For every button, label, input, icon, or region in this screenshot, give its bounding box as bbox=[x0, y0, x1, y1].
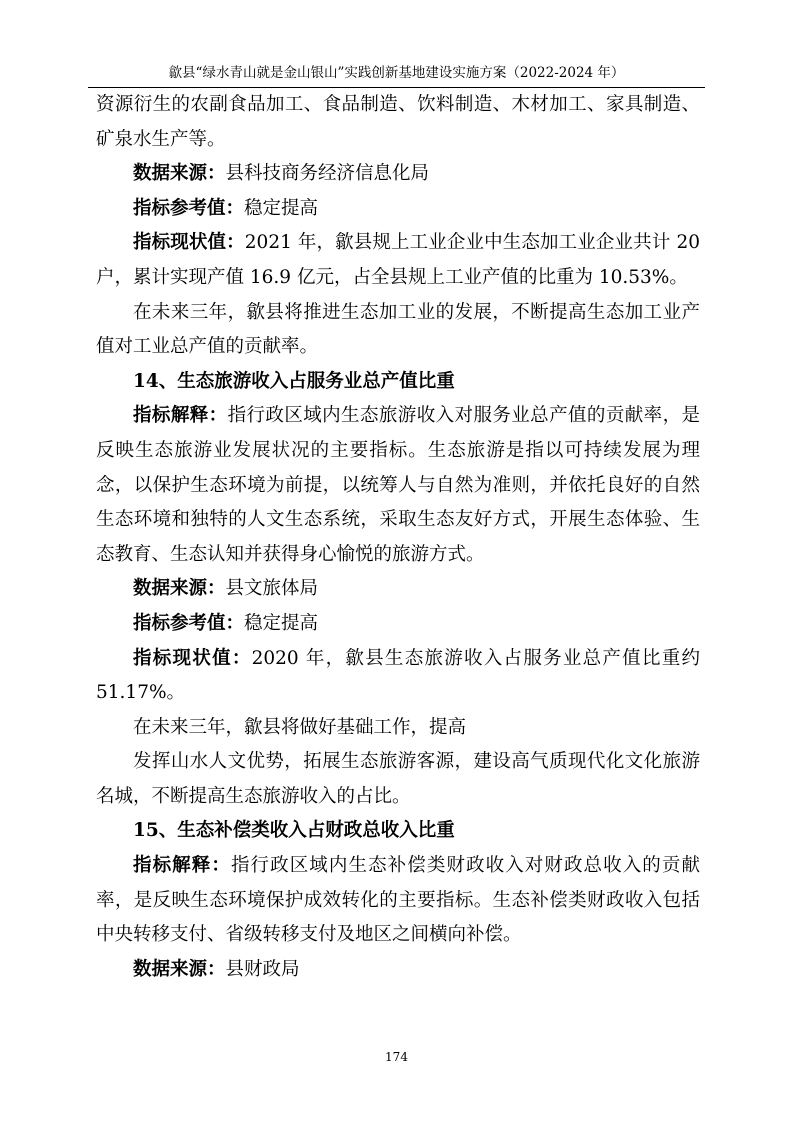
body-paragraph bbox=[96, 296, 700, 365]
paragraph-text: 指行政区域内生态补偿类财政收入对财政总收入的贡献率，是反映生态环境保护成效转化的主要指标。生态补偿类财政收入包括中央转移支付、省级转移支付及地区之间横向补偿。 bbox=[96, 855, 700, 946]
body-paragraph bbox=[96, 642, 700, 711]
paragraph-text: 2021 年，歙县规上工业企业中生态加工业企业共计 20 户，累计实现产值 16.9 亿元，占全县规上工业产值的比重为 10.53%。 bbox=[96, 232, 700, 288]
body-paragraph bbox=[96, 192, 700, 227]
paragraph-text: 在未来三年，歙县将做好基础工作，提高 bbox=[133, 716, 467, 738]
paragraph-text: 稳定提高 bbox=[244, 612, 319, 634]
body-paragraph bbox=[96, 88, 700, 157]
body-paragraph bbox=[96, 157, 700, 192]
paragraph-text: 县财政局 bbox=[225, 958, 300, 980]
running-header: 歙县“绿水青山就是金山银山”实践创新基地建设实施方案（2022-2024 年） bbox=[168, 65, 625, 81]
body-paragraph bbox=[96, 953, 700, 988]
section-heading: 14、生态旅游收入占服务业总产值比重 bbox=[133, 370, 455, 392]
body-paragraph bbox=[96, 226, 700, 295]
field-label: 指标解释： bbox=[133, 405, 228, 427]
paragraph-text: 稳定提高 bbox=[244, 197, 319, 219]
paragraph-text: 在未来三年，歙县将推进生态加工业的发展，不断提高生态加工业产值对工业总产值的贡献率。 bbox=[96, 301, 700, 358]
body-paragraph bbox=[96, 399, 700, 572]
body-paragraph bbox=[96, 607, 700, 642]
paragraph-text: 2020 年，歙县生态旅游收入占服务业总产值比重约 51.17%。 bbox=[96, 647, 700, 704]
body-paragraph bbox=[96, 572, 700, 607]
field-label: 指标参考值： bbox=[133, 197, 245, 219]
paragraph-text: 发挥山水人文优势，拓展生态旅游客源，建设高气质现代化文化旅游名城，不断提高生态旅游收入的占比。 bbox=[96, 751, 700, 807]
field-label: 指标解释： bbox=[133, 855, 231, 877]
document-body bbox=[96, 88, 700, 987]
paragraph-text: 县科技商务经济信息化局 bbox=[225, 163, 430, 185]
section-heading: 15、生态补偿类收入占财政总收入比重 bbox=[133, 820, 455, 842]
field-label: 指标参考值： bbox=[133, 612, 245, 634]
paragraph-text: 指行政区域内生态旅游收入对服务业总产值的贡献率，是反映生态旅游业发展状况的主要指标。生态旅游是指以可持续发展为理念，以保护生态环境为前提，以统筹人与自然为准则，并依托良好的自然生态环境和独特的人文生态系统，采取生态友好方式，开展生态体验、生态教育、生态认知并获得身心愉悦的旅游方式。 bbox=[96, 405, 700, 565]
paragraph-text: 县文旅体局 bbox=[225, 578, 319, 600]
field-label: 指标现状值： bbox=[133, 232, 245, 254]
field-label: 数据来源： bbox=[133, 958, 226, 980]
body-paragraph bbox=[96, 745, 700, 814]
field-label: 数据来源： bbox=[133, 578, 226, 600]
paragraph-text: 资源衍生的农副食品加工、食品制造、饮料制造、木材加工、家具制造、矿泉水生产等。 bbox=[96, 94, 700, 150]
field-label: 指标现状值： bbox=[133, 647, 252, 669]
body-paragraph bbox=[96, 711, 700, 746]
field-label: 数据来源： bbox=[133, 163, 226, 185]
page-number: 174 bbox=[385, 1050, 408, 1064]
body-paragraph bbox=[96, 849, 700, 953]
